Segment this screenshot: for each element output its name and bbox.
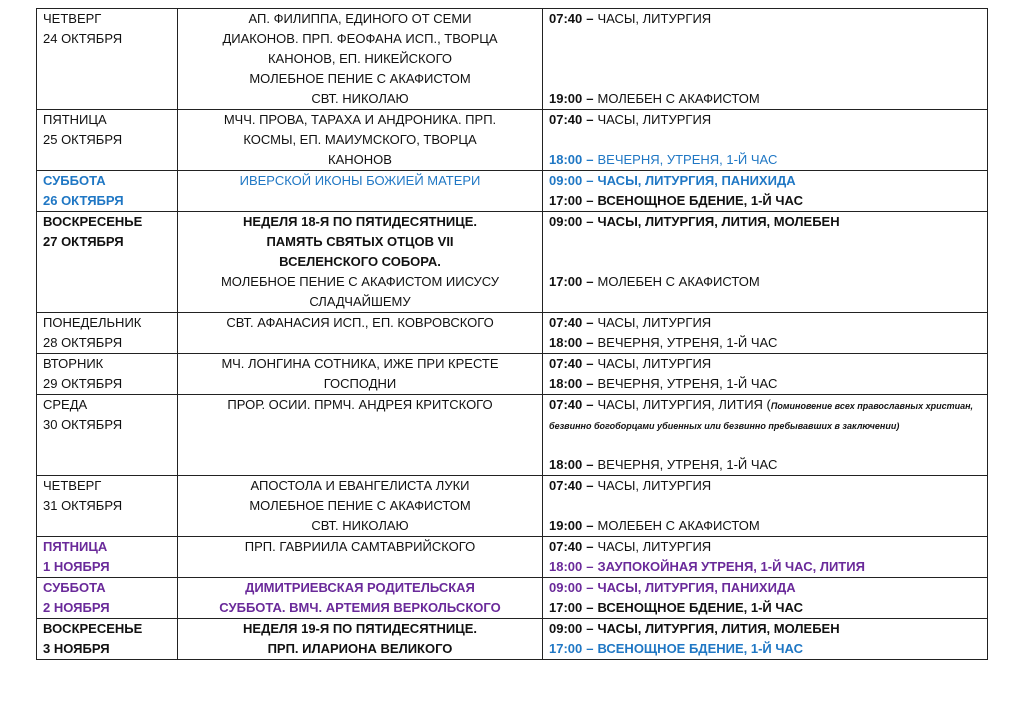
service-separator: – bbox=[586, 600, 594, 615]
day-label: ВОСКРЕСЕНЬЕ bbox=[43, 214, 143, 229]
day-label: ПЯТНИЦА bbox=[43, 539, 108, 554]
service-line bbox=[549, 476, 981, 496]
day-label: 1 НОЯБРЯ bbox=[43, 559, 110, 574]
spacer bbox=[549, 252, 981, 272]
spacer bbox=[549, 232, 981, 252]
service-line bbox=[549, 455, 981, 475]
feast-cell bbox=[178, 537, 543, 578]
feast-line: МОЛЕБНОЕ ПЕНИЕ С АКАФИСТОМ bbox=[249, 498, 471, 513]
service-text: МОЛЕБЕН С АКАФИСТОМ bbox=[597, 518, 760, 533]
service-separator: – bbox=[586, 641, 594, 656]
day-label: 30 ОКТЯБРЯ bbox=[43, 417, 123, 432]
service-time: 07:40 bbox=[549, 539, 583, 554]
feast-line: ПРП. ИЛАРИОНА ВЕЛИКОГО bbox=[267, 641, 453, 656]
service-time: 17:00 bbox=[549, 193, 583, 208]
day-cell bbox=[37, 212, 178, 313]
feast-line: НЕДЕЛЯ 19-Я ПО ПЯТИДЕСЯТНИЦЕ. bbox=[243, 621, 477, 636]
day-cell bbox=[37, 171, 178, 212]
service-line bbox=[549, 89, 981, 109]
day-cell bbox=[37, 395, 178, 476]
service-separator: – bbox=[586, 376, 594, 391]
feast-line: ПАМЯТЬ СВЯТЫХ ОТЦОВ VII bbox=[266, 234, 454, 249]
service-text: ВЕЧЕРНЯ, УТРЕНЯ, 1-Й ЧАС bbox=[597, 376, 778, 391]
service-line bbox=[549, 171, 981, 191]
schedule-body bbox=[37, 9, 988, 660]
service-separator: – bbox=[586, 518, 594, 533]
service-time: 09:00 bbox=[549, 580, 583, 595]
feast-line: НЕДЕЛЯ 18-Я ПО ПЯТИДЕСЯТНИЦЕ. bbox=[243, 214, 477, 229]
service-line bbox=[549, 578, 981, 598]
services-cell bbox=[543, 110, 988, 171]
day-label: 29 ОКТЯБРЯ bbox=[43, 376, 123, 391]
services-cell bbox=[543, 537, 988, 578]
service-separator: – bbox=[586, 397, 594, 412]
spacer bbox=[549, 49, 981, 69]
schedule-table bbox=[36, 8, 988, 660]
schedule-row bbox=[37, 171, 988, 212]
service-text: ЗАУПОКОЙНАЯ УТРЕНЯ, 1-Й ЧАС, ЛИТИЯ bbox=[597, 559, 865, 574]
spacer bbox=[549, 435, 981, 455]
feast-line: СВТ. НИКОЛАЮ bbox=[311, 91, 409, 106]
feast-line: СУББОТА. ВМЧ. АРТЕМИЯ ВЕРКОЛЬСКОГО bbox=[219, 600, 501, 615]
service-separator: – bbox=[586, 559, 594, 574]
service-separator: – bbox=[586, 335, 594, 350]
day-cell bbox=[37, 476, 178, 537]
service-note: Поминовение всех православных христиан, безвинно богоборцами убиенных или безвинно пребывавших в заключении) bbox=[549, 401, 974, 431]
service-time: 09:00 bbox=[549, 214, 583, 229]
service-separator: – bbox=[586, 112, 594, 127]
service-line bbox=[549, 374, 981, 394]
service-time: 19:00 bbox=[549, 91, 583, 106]
service-line bbox=[549, 150, 981, 170]
service-time: 07:40 bbox=[549, 11, 583, 26]
service-separator: – bbox=[586, 539, 594, 554]
service-separator: – bbox=[586, 315, 594, 330]
day-cell bbox=[37, 313, 178, 354]
service-text: ЧАСЫ, ЛИТУРГИЯ bbox=[597, 315, 712, 330]
day-cell bbox=[37, 354, 178, 395]
day-label: 24 ОКТЯБРЯ bbox=[43, 31, 123, 46]
feast-line: МОЛЕБНОЕ ПЕНИЕ С АКАФИСТОМ ИИСУСУ bbox=[220, 274, 500, 289]
service-separator: – bbox=[586, 478, 594, 493]
service-text: ВЕЧЕРНЯ, УТРЕНЯ, 1-Й ЧАС bbox=[597, 335, 778, 350]
service-line bbox=[549, 598, 981, 618]
day-label: 31 ОКТЯБРЯ bbox=[43, 498, 123, 513]
service-text: ЧАСЫ, ЛИТУРГИЯ, ПАНИХИДА bbox=[597, 173, 796, 188]
service-time: 19:00 bbox=[549, 518, 583, 533]
day-label: 2 НОЯБРЯ bbox=[43, 600, 110, 615]
service-line bbox=[549, 9, 981, 29]
feast-cell bbox=[178, 313, 543, 354]
feast-line: АПОСТОЛА И ЕВАНГЕЛИСТА ЛУКИ bbox=[250, 478, 470, 493]
service-separator: – bbox=[586, 457, 594, 472]
service-text: ВСЕНОЩНОЕ БДЕНИЕ, 1-Й ЧАС bbox=[597, 193, 803, 208]
service-separator: – bbox=[586, 214, 594, 229]
services-cell bbox=[543, 9, 988, 110]
feast-cell bbox=[178, 212, 543, 313]
service-time: 07:40 bbox=[549, 112, 583, 127]
day-label: 25 ОКТЯБРЯ bbox=[43, 132, 123, 147]
service-time: 17:00 bbox=[549, 600, 583, 615]
service-line bbox=[549, 212, 981, 232]
schedule-row bbox=[37, 619, 988, 660]
day-cell bbox=[37, 9, 178, 110]
feast-cell bbox=[178, 578, 543, 619]
feast-cell bbox=[178, 476, 543, 537]
feast-line: СВТ. АФАНАСИЯ ИСП., ЕП. КОВРОВСКОГО bbox=[226, 315, 494, 330]
service-separator: – bbox=[586, 356, 594, 371]
feast-line: КАНОНОВ bbox=[328, 152, 392, 167]
services-cell bbox=[543, 171, 988, 212]
schedule-row bbox=[37, 212, 988, 313]
day-label: ВОСКРЕСЕНЬЕ bbox=[43, 621, 143, 636]
service-line bbox=[549, 110, 981, 130]
service-separator: – bbox=[586, 580, 594, 595]
feast-line: ПРП. ГАВРИИЛА САМТАВРИЙСКОГО bbox=[244, 539, 476, 554]
feast-line: КАНОНОВ, ЕП. НИКЕЙСКОГО bbox=[267, 51, 453, 66]
service-text: МОЛЕБЕН С АКАФИСТОМ bbox=[597, 274, 760, 289]
service-line bbox=[549, 516, 981, 536]
service-separator: – bbox=[586, 152, 594, 167]
services-cell bbox=[543, 619, 988, 660]
service-text: ЧАСЫ, ЛИТУРГИЯ, ЛИТИЯ ( bbox=[597, 397, 771, 412]
service-text: ЧАСЫ, ЛИТУРГИЯ bbox=[597, 478, 712, 493]
services-cell bbox=[543, 313, 988, 354]
day-cell bbox=[37, 619, 178, 660]
schedule-row bbox=[37, 578, 988, 619]
service-line bbox=[549, 639, 981, 659]
service-time: 18:00 bbox=[549, 335, 583, 350]
service-time: 17:00 bbox=[549, 274, 583, 289]
feast-line: КОСМЫ, ЕП. МАИУМСКОГО, ТВОРЦА bbox=[243, 132, 477, 147]
schedule-row bbox=[37, 110, 988, 171]
service-time: 18:00 bbox=[549, 457, 583, 472]
day-label: ПОНЕДЕЛЬНИК bbox=[43, 315, 142, 330]
day-label: ЧЕТВЕРГ bbox=[43, 478, 102, 493]
feast-line: ДИАКОНОВ. ПРП. ФЕОФАНА ИСП., ТВОРЦА bbox=[222, 31, 498, 46]
service-text: ВСЕНОЩНОЕ БДЕНИЕ, 1-Й ЧАС bbox=[597, 600, 803, 615]
day-label: СРЕДА bbox=[43, 397, 88, 412]
service-time: 18:00 bbox=[549, 376, 583, 391]
service-text: ЧАСЫ, ЛИТУРГИЯ, ЛИТИЯ, МОЛЕБЕН bbox=[597, 621, 840, 636]
feast-line: АП. ФИЛИППА, ЕДИНОГО ОТ СЕМИ bbox=[248, 11, 472, 26]
service-text: ЧАСЫ, ЛИТУРГИЯ, ЛИТИЯ, МОЛЕБЕН bbox=[597, 214, 840, 229]
day-cell bbox=[37, 110, 178, 171]
feast-line: МЧ. ЛОНГИНА СОТНИКА, ИЖЕ ПРИ КРЕСТЕ bbox=[221, 356, 499, 371]
day-label: ЧЕТВЕРГ bbox=[43, 11, 102, 26]
spacer bbox=[549, 496, 981, 516]
day-label: 3 НОЯБРЯ bbox=[43, 641, 110, 656]
service-time: 07:40 bbox=[549, 315, 583, 330]
services-cell bbox=[543, 476, 988, 537]
day-cell bbox=[37, 578, 178, 619]
day-label: ПЯТНИЦА bbox=[43, 112, 107, 127]
feast-line: ДИМИТРИЕВСКАЯ РОДИТЕЛЬСКАЯ bbox=[245, 580, 475, 595]
service-time: 09:00 bbox=[549, 173, 583, 188]
schedule-row bbox=[37, 9, 988, 110]
day-label: ВТОРНИК bbox=[43, 356, 104, 371]
service-text: ЧАСЫ, ЛИТУРГИЯ bbox=[597, 11, 712, 26]
service-separator: – bbox=[586, 274, 594, 289]
feast-line: ВСЕЛЕНСКОГО СОБОРА. bbox=[279, 254, 441, 269]
service-time: 18:00 bbox=[549, 152, 583, 167]
services-cell bbox=[543, 578, 988, 619]
service-time: 07:40 bbox=[549, 356, 583, 371]
service-line bbox=[549, 537, 981, 557]
service-text: ВЕЧЕРНЯ, УТРЕНЯ, 1-Й ЧАС bbox=[597, 152, 778, 167]
service-line bbox=[549, 354, 981, 374]
service-line bbox=[549, 313, 981, 333]
service-separator: – bbox=[586, 11, 594, 26]
day-label: 26 ОКТЯБРЯ bbox=[43, 193, 124, 208]
spacer bbox=[549, 29, 981, 49]
service-text: ЧАСЫ, ЛИТУРГИЯ bbox=[597, 356, 712, 371]
feast-cell bbox=[178, 354, 543, 395]
feast-line: МЧЧ. ПРОВА, ТАРАХА И АНДРОНИКА. ПРП. bbox=[223, 112, 497, 127]
service-line bbox=[549, 619, 981, 639]
service-text: ЧАСЫ, ЛИТУРГИЯ, ПАНИХИДА bbox=[597, 580, 796, 595]
feast-line: СВТ. НИКОЛАЮ bbox=[311, 518, 409, 533]
service-separator: – bbox=[586, 91, 594, 106]
services-cell bbox=[543, 395, 988, 476]
day-label: СУББОТА bbox=[43, 173, 106, 188]
day-label: 27 ОКТЯБРЯ bbox=[43, 234, 124, 249]
service-line bbox=[549, 272, 981, 292]
service-line bbox=[549, 191, 981, 211]
services-cell bbox=[543, 354, 988, 395]
feast-cell bbox=[178, 619, 543, 660]
schedule-row bbox=[37, 313, 988, 354]
feast-line: ИВЕРСКОЙ ИКОНЫ БОЖИЕЙ МАТЕРИ bbox=[239, 173, 481, 188]
service-line bbox=[549, 395, 981, 435]
spacer bbox=[549, 130, 981, 150]
schedule-row bbox=[37, 395, 988, 476]
feast-line: СЛАДЧАЙШЕМУ bbox=[309, 294, 411, 309]
service-time: 09:00 bbox=[549, 621, 583, 636]
schedule-row bbox=[37, 354, 988, 395]
service-time: 07:40 bbox=[549, 478, 583, 493]
service-text: ЧАСЫ, ЛИТУРГИЯ bbox=[597, 539, 712, 554]
service-time: 07:40 bbox=[549, 397, 583, 412]
service-line bbox=[549, 333, 981, 353]
service-text: ВСЕНОЩНОЕ БДЕНИЕ, 1-Й ЧАС bbox=[597, 641, 803, 656]
feast-line: ПРОР. ОСИИ. ПРМЧ. АНДРЕЯ КРИТСКОГО bbox=[227, 397, 493, 412]
service-text: МОЛЕБЕН С АКАФИСТОМ bbox=[597, 91, 760, 106]
feast-cell bbox=[178, 171, 543, 212]
feast-line: ГОСПОДНИ bbox=[323, 376, 397, 391]
service-time: 18:00 bbox=[549, 559, 583, 574]
feast-line: МОЛЕБНОЕ ПЕНИЕ С АКАФИСТОМ bbox=[249, 71, 471, 86]
service-line bbox=[549, 557, 981, 577]
feast-cell bbox=[178, 110, 543, 171]
services-cell bbox=[543, 212, 988, 313]
day-label: 28 ОКТЯБРЯ bbox=[43, 335, 123, 350]
service-time: 17:00 bbox=[549, 641, 583, 656]
day-label: СУББОТА bbox=[43, 580, 106, 595]
service-text: ВЕЧЕРНЯ, УТРЕНЯ, 1-Й ЧАС bbox=[597, 457, 778, 472]
service-separator: – bbox=[586, 173, 594, 188]
spacer bbox=[549, 69, 981, 89]
service-text: ЧАСЫ, ЛИТУРГИЯ bbox=[597, 112, 712, 127]
service-separator: – bbox=[586, 621, 594, 636]
service-separator: – bbox=[586, 193, 594, 208]
feast-cell bbox=[178, 9, 543, 110]
day-cell bbox=[37, 537, 178, 578]
schedule-row bbox=[37, 476, 988, 537]
schedule-row bbox=[37, 537, 988, 578]
feast-cell bbox=[178, 395, 543, 476]
